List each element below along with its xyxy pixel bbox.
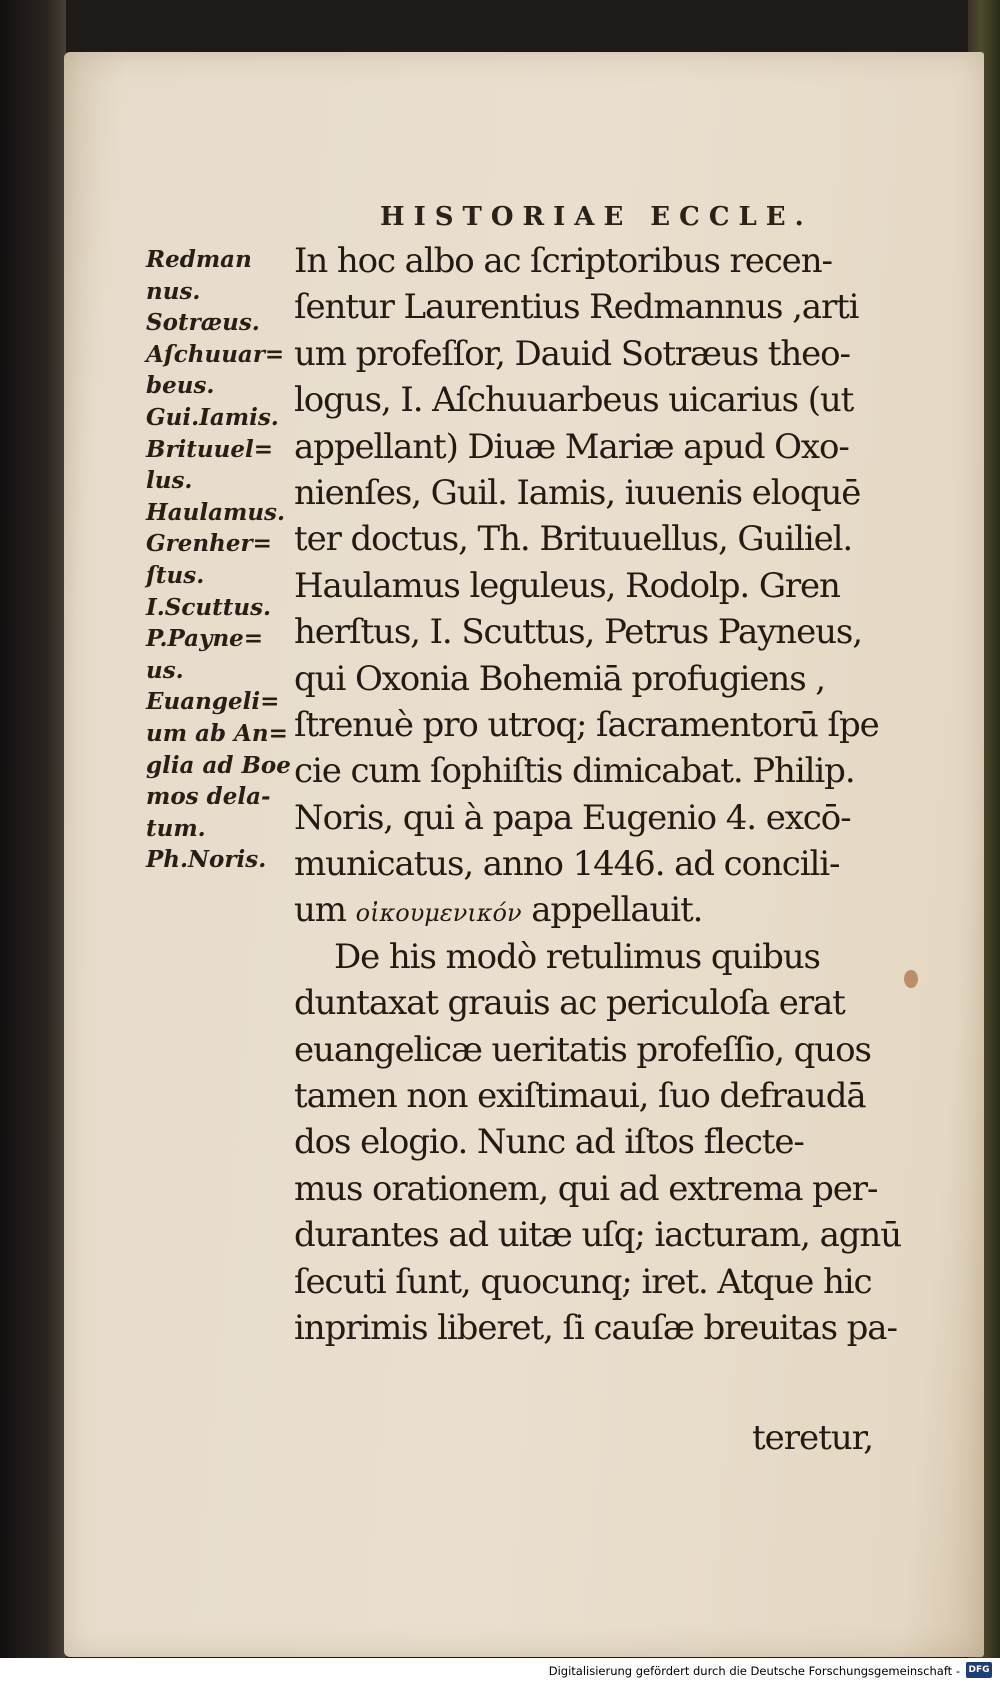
text-line: ſecuti ſunt, quocunq; iret. Atque hic [294, 1261, 872, 1302]
text-line: De his modò retulimus quibus [334, 936, 820, 977]
body-text [294, 238, 944, 1351]
text-line: dos elogio. Nunc ad iſtos flecte- [294, 1122, 804, 1163]
text-line: ter doctus, Th. Brituuellus, Guiliel. [294, 519, 853, 560]
text-line: euangelicæ ueritatis profeſſio, quos [294, 1029, 871, 1070]
text-line: duntaxat grauis ac periculoſa erat [294, 983, 845, 1024]
margin-note: mos dela- [146, 783, 271, 811]
text-line: durantes ad uitæ uſq; iacturam, agnū [294, 1215, 902, 1256]
greek-phrase: οἰκουμενικόν [355, 899, 522, 928]
margin-note: tum. [146, 814, 206, 842]
margin-note: Brituuel= [146, 435, 274, 463]
text-line: ſentur Laurentius Redmannus ,arti [294, 287, 859, 328]
margin-note: Gui.Iamis. [146, 403, 279, 431]
margin-note: Ph.Noris. [146, 846, 267, 874]
margin-note: nus. [146, 277, 201, 305]
text-line: cie cum ſophiſtis dimicabat. Philip. [294, 751, 855, 792]
text-line: municatus, anno 1446. ad concili- [294, 844, 840, 885]
book-binding-left [0, 0, 66, 1658]
running-head: HISTORIAE ECCLE. [380, 202, 813, 232]
catchword: teretur, [752, 1418, 874, 1458]
margin-note: P.Payne= [146, 625, 264, 653]
text-line: appellant) Diuæ Mariæ apud Oxo- [294, 426, 849, 467]
margin-note: Aſchuuar= [146, 340, 285, 368]
text-line: qui Oxonia Bohemiā profugiens , [294, 658, 825, 699]
margin-note: lus. [146, 467, 193, 495]
text-line: ſtrenuè pro utroq; ſacramentorū ſpe [294, 704, 879, 745]
margin-note: um ab An= [146, 719, 288, 747]
text-line: herſtus, I. Scuttus, Petrus Payneus, [294, 612, 862, 653]
text-line [294, 887, 944, 933]
text-line: tamen non exiſtimaui, ſuo defraudā [294, 1076, 866, 1117]
margin-note: Haulamus. [146, 498, 286, 526]
text-line: Haulamus leguleus, Rodolp. Gren [294, 565, 840, 606]
text-line: inprimis liberet, ſi cauſæ breuitas pa- [294, 1307, 897, 1348]
text-line-suffix: appellauit. [531, 890, 703, 931]
margin-notes [146, 244, 298, 876]
text-line: In hoc albo ac ſcriptoribus recen- [294, 241, 832, 281]
margin-note: Grenher= [146, 530, 272, 558]
margin-note: glia ad Boe [146, 751, 291, 779]
text-line: Noris, qui à papa Eugenio 4. excō- [294, 797, 851, 838]
text-line-prefix: um [294, 890, 356, 931]
margin-note: us. [146, 656, 184, 684]
margin-note: Sotræus. [146, 309, 260, 337]
margin-note: ſtus. [146, 561, 205, 589]
text-line: um profeſſor, Dauid Sotræus theo- [294, 333, 850, 374]
dfg-logo-icon: DFG [966, 1662, 992, 1678]
margin-note: I.Scuttus. [146, 593, 272, 621]
margin-note: Euangeli= [146, 688, 280, 716]
text-line: mus orationem, qui ad extrema per- [294, 1168, 878, 1209]
margin-note: beus. [146, 372, 215, 400]
text-line: logus, I. Aſchuuarbeus uicarius (ut [294, 380, 854, 421]
funding-credit: Digitalisierung gefördert durch die Deutsche Forschungsgemeinschaft - [548, 1664, 960, 1678]
margin-note: Redman [146, 246, 252, 273]
text-line: nienſes, Guil. Iamis, iuuenis eloquē [294, 472, 861, 513]
